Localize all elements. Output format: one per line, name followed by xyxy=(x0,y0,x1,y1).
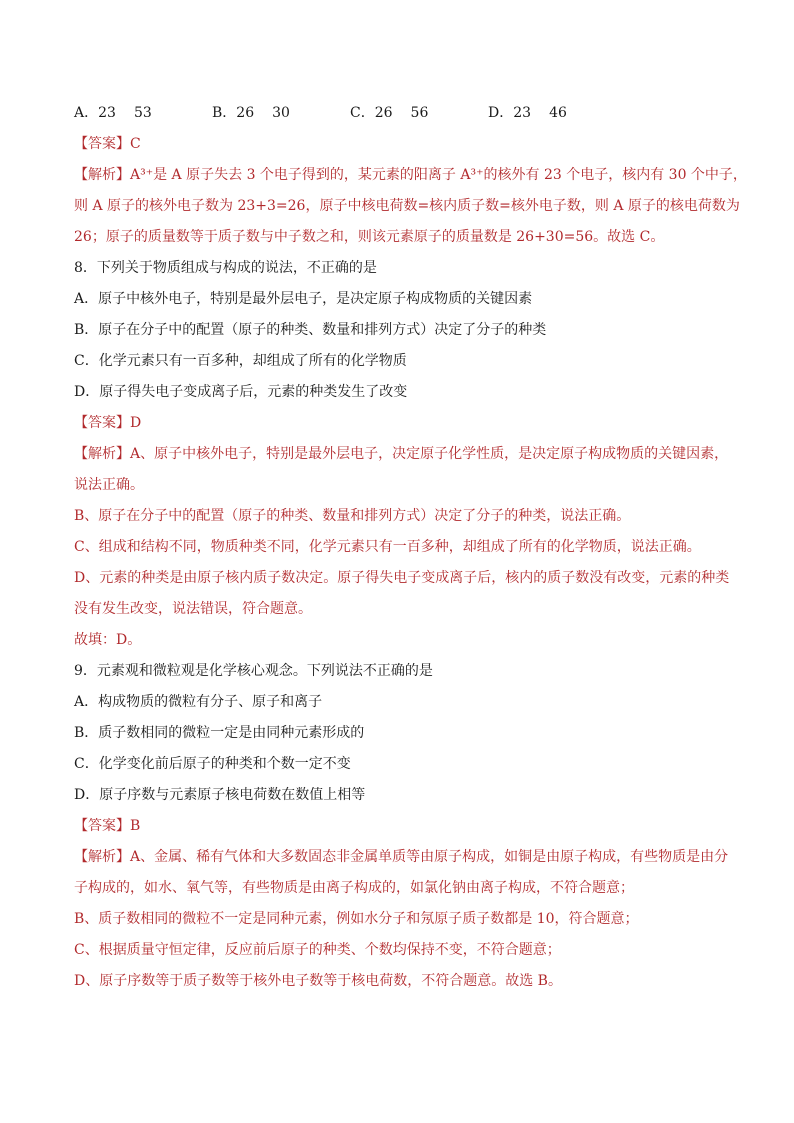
q7-option-d: D．23 46 xyxy=(488,105,567,121)
q8-option-d: D．原子得失电子变成离子后，元素的种类发生了改变 xyxy=(74,384,408,400)
q7-option-b: B．26 30 xyxy=(212,105,290,121)
q8-conclusion: 故填：D。 xyxy=(74,632,142,648)
q9-option-d: D．原子序数与元素原子核电荷数在数值上相等 xyxy=(74,787,366,803)
q8-analysis-line: C、组成和结构不同，物质种类不同，化学元素只有一百多种，却组成了所有的化学物质，说法正确。 xyxy=(74,539,701,555)
q8-option-b: B．原子在分子中的配置（原子的种类、数量和排列方式）决定了分子的种类 xyxy=(74,322,547,338)
q9-analysis-line: 子构成的，如水、氧气等，有些物质是由离子构成的，如氯化钠由离子构成，不符合题意； xyxy=(74,880,634,896)
q9-analysis-line: 【解析】A、金属、稀有气体和大多数固态非金属单质等由原子构成，如铜是由原子构成，有些物质是由分 xyxy=(74,849,729,865)
q9-option-a: A．构成物质的微粒有分子、原子和离子 xyxy=(74,694,323,710)
q8-option-c: C．化学元素只有一百多种，却组成了所有的化学物质 xyxy=(74,353,407,369)
q8-analysis-line: D、元素的种类是由原子核内质子数决定。原子得失电子变成离子后，核内的质子数没有改变，元素的种类 xyxy=(74,570,730,586)
q7-option-c: C．26 56 xyxy=(350,105,429,121)
q9-analysis-line: C、根据质量守恒定律，反应前后原子的种类、个数均保持不变，不符合题意； xyxy=(74,942,561,958)
q7-analysis-line: 则 A 原子的核外电子数为 23+3=26，原子中核电荷数=核内质子数=核外电子数，则 A 原子的核电荷数为 xyxy=(74,198,740,214)
q7-analysis-line: 26；原子的质量数等于质子数与中子数之和，则该元素原子的质量数是 26+30=56。故选 C。 xyxy=(74,229,665,245)
q9-analysis-line: B、质子数相同的微粒不一定是同种元素，例如水分子和氖原子质子数都是 10，符合题意； xyxy=(74,911,639,927)
q9-answer: 【答案】B xyxy=(74,818,141,834)
q7-analysis-line: 【解析】A³⁺是 A 原子失去 3 个电子得到的，某元素的阳离子 A³⁺的核外有 23 个电子，核内有 30 个中子， xyxy=(74,167,747,183)
q8-answer: 【答案】D xyxy=(74,415,142,431)
document-page xyxy=(74,98,747,997)
q8-option-a: A．原子中核外电子，特别是最外层电子，是决定原子构成物质的关键因素 xyxy=(74,291,533,307)
q7-options xyxy=(74,98,734,129)
q8-analysis-line: 没有发生改变，说法错误，符合题意。 xyxy=(74,601,312,617)
q8-analysis-line: 【解析】A、原子中核外电子，特别是最外层电子，决定原子化学性质，是决定原子构成物质的关键因素， xyxy=(74,446,729,462)
q7-option-a: A．23 53 xyxy=(74,105,152,121)
q9-option-c: C．化学变化前后原子的种类和个数一定不变 xyxy=(74,756,351,772)
q8-analysis-line: B、原子在分子中的配置（原子的种类、数量和排列方式）决定了分子的种类，说法正确。 xyxy=(74,508,631,524)
q8-stem: 8．下列关于物质组成与构成的说法，不正确的是 xyxy=(74,260,377,276)
q9-stem: 9．元素观和微粒观是化学核心观念。下列说法不正确的是 xyxy=(74,663,433,679)
q9-option-b: B．质子数相同的微粒一定是由同种元素形成的 xyxy=(74,725,365,741)
q8-analysis-line: 说法正确。 xyxy=(74,477,144,493)
q7-answer: 【答案】C xyxy=(74,136,141,152)
q9-analysis-line: D、原子序数等于质子数等于核外电子数等于核电荷数，不符合题意。故选 B。 xyxy=(74,973,562,989)
